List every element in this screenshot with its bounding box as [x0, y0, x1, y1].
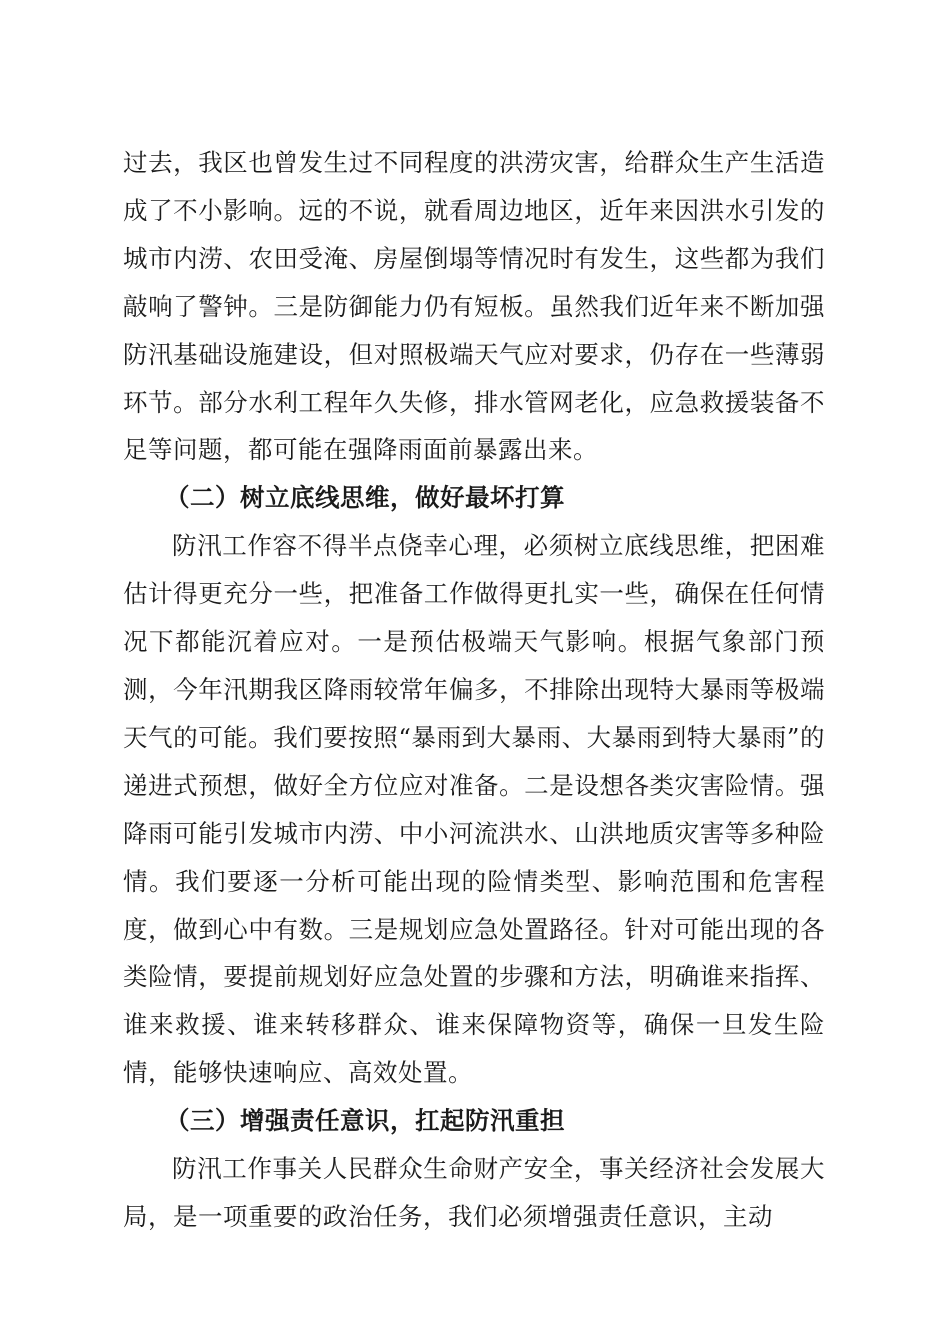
paragraph-flood-risk-background: 过去，我区也曾发生过不同程度的洪涝灾害，给群众生产生活造成了不小影响。远的不说，就看周边地区，近年来因洪水引发的城市内涝、农田受淹、房屋倒塌等情况时有发生，这些都为我们敲响了警钟。三是防御能力仍有短板。虽然我们近年来不断加强防汛基础设施建设，但对照极端天气应对要求，仍存在一些薄弱环节。部分水利工程年久失修，排水管网老化，应急救援装备不足等问题，都可能在强降雨面前暴露出来。 — [123, 148, 825, 465]
section-heading-bottom-line-thinking: （二）树立底线思维，做好最坏打算 — [165, 483, 565, 513]
section-heading-responsibility: （三）增强责任意识，扛起防汛重担 — [165, 1106, 565, 1136]
document-body — [123, 139, 825, 1241]
paragraph-bottom-line-thinking: 防汛工作容不得半点侥幸心理，必须树立底线思维，把困难估计得更充分一些，把准备工作做得更扎实一些，确保在任何情况下都能沉着应对。一是预估极端天气影响。根据气象部门预测，今年汛期我区降雨较常年偏多，不排除出现特大暴雨等极端天气的可能。我们要按照“暴雨到大暴雨、大暴雨到特大暴雨”的递进式预想，做好全方位应对准备。二是设想各类灾害险情。强降雨可能引发城市内涝、中小河流洪水、山洪地质灾害等多种险情。我们要逐一分析可能出现的险情类型、影响范围和危害程度，做到心中有数。三是规划应急处置路径。针对可能出现的各类险情，要提前规划好应急处置的步骤和方法，明确谁来指挥、谁来救援、谁来转移群众、谁来保障物资等，确保一旦发生险情，能够快速响应、高效处置。 — [123, 531, 825, 1088]
paragraph-responsibility: 防汛工作事关人民群众生命财产安全，事关经济社会发展大局，是一项重要的政治任务，我们必须增强责任意识，主动 — [123, 1154, 825, 1231]
